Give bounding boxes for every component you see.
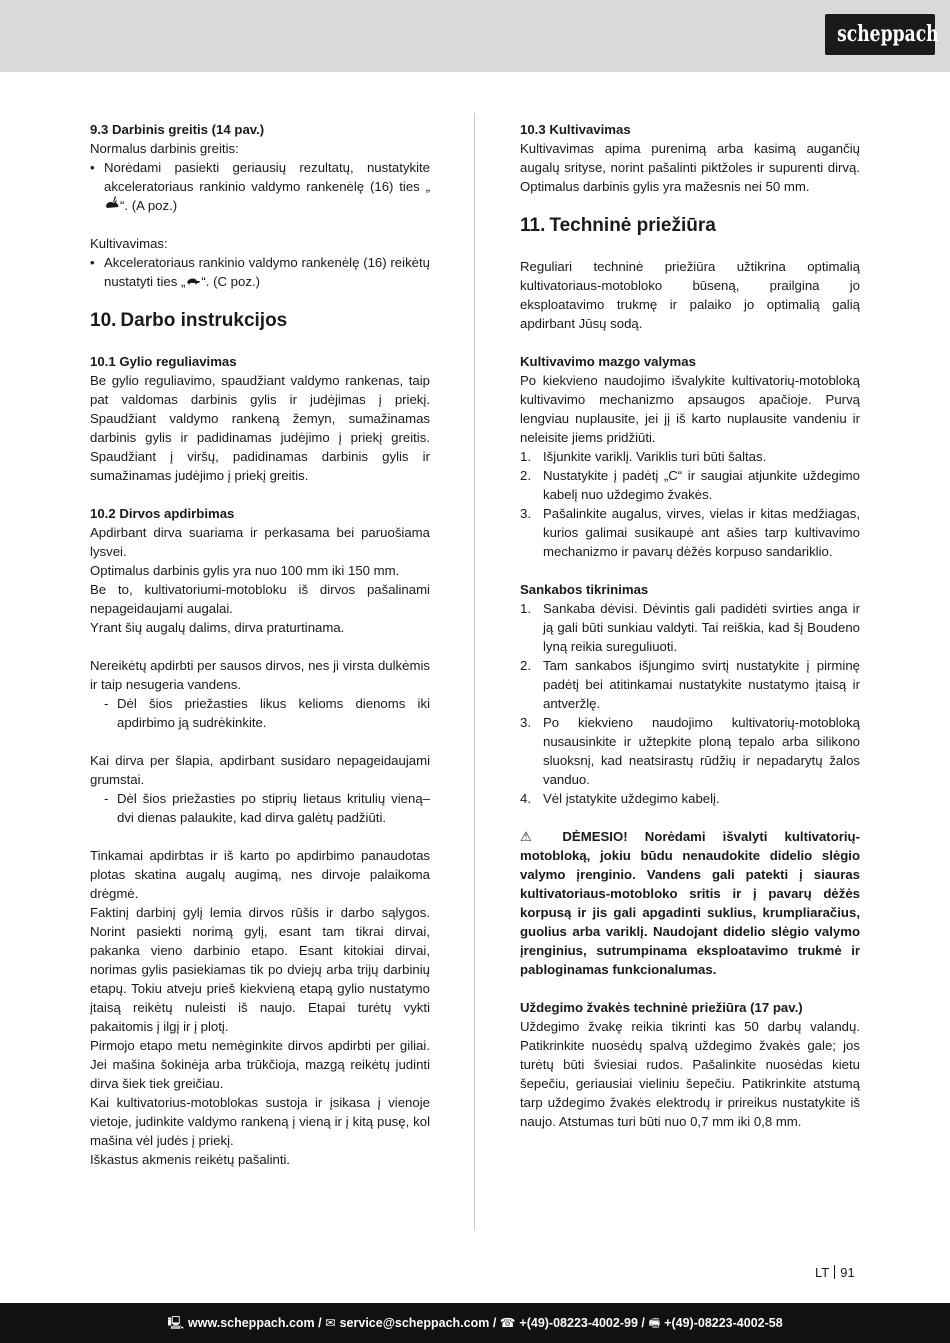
- column-divider: [474, 113, 475, 1230]
- list-item: • Norėdami pasiekti geriausių rezultatų, nustatykite akceleratoriaus rankinio valdymo rankenėlę (16) ties „“. (A poz.): [90, 158, 430, 215]
- computer-icon: 🖳: [167, 1316, 185, 1330]
- section-9-3-intro: Normalus darbinis greitis:: [90, 141, 239, 156]
- paragraph: Faktinį darbinį gylį lemia dirvos rūšis ir darbo sąlygos. Norint pasiekti norimą gylį, esant tam tikrai dirvai, pakanka vieno darbinio etapo. Esant kitokiai dirvai, norimas gylis pasiekiamas tik po dviejų arba trijų darbinių etapų. Tokiu atveju prieš kiekvieną etapą gylio nustatymo įtaisą reikėtų nuleisti iš naujo. Etapai turėtų vykti pakaitomis į ilgį ir į plotį.: [90, 905, 430, 1034]
- section-10-3-title: 10.3 Kultivavimas: [520, 122, 631, 137]
- clutch-check-steps: [520, 599, 860, 808]
- section-9-3-bullets: [90, 158, 430, 215]
- list-item: 1. Išjunkite variklį. Variklis turi būti šaltas.: [520, 449, 767, 464]
- section-11-text: Reguliari techninė priežiūra užtikrina optimalią kultivatoriaus-motobloko būseną, prailgina jo eksploatavimo trukmę ir palaiko jo optimalią galią apdirbant Jūsų sodą.: [520, 259, 860, 331]
- section-9-3-cultivation: Kultivavimas:: [90, 236, 168, 251]
- hare-icon: [104, 196, 120, 215]
- list-item: 2. Tam sankabos išjungimo svirtį nustatykite į pirminę padėtį bei atitinkamai nustatykite nustatymo įtaisą ir antveržlę.: [520, 658, 860, 711]
- left-column: [90, 120, 430, 1169]
- footer-email: service@scheppach.com: [339, 1316, 490, 1330]
- brand-logo: [825, 14, 939, 55]
- list-item: • Akceleratoriaus rankinio valdymo rankenėlę (16) reikėtų nustatyti ties „ “. (C poz.): [90, 253, 430, 291]
- cultivator-cleaning-steps: [520, 447, 860, 561]
- section-11-title: 11. Techninė priežiūra: [520, 215, 716, 236]
- paragraph: Kai dirva per šlapia, apdirbant susidaro nepageidaujami grumstai.: [90, 753, 430, 787]
- right-column: [520, 120, 860, 1131]
- page-number: LT 91: [815, 1265, 855, 1280]
- section-10-2-title: 10.2 Dirvos apdirbimas: [90, 506, 235, 521]
- section-10-1-title: 10.1 Gylio reguliavimas: [90, 354, 237, 369]
- paragraph: Pirmojo etapo metu nemėginkite dirvos apdirbti per giliai. Jei mašina šokinėja arba trūkčioja, mazgą reikėtų judinti dirva šiek tiek greičiau.: [90, 1038, 430, 1091]
- section-10-3-text: Kultivavimas apima purenimą arba kasimą augančių augalų srityse, norint pašalinti piktžoles ir supurenti dirvą. Optimalus darbinis gylis yra mažesnis nei 50 mm.: [520, 141, 860, 194]
- footer-contact: 🖳 www.scheppach.com / ✉ service@scheppach.com / ☎ +(49)-08223-4002-99 / 🖷 +(49)-08223-4002-58: [167, 1316, 783, 1330]
- paragraph: Kai kultivatorius-motoblokas sustoja ir įsikasa į vienoje vietoje, judinkite valdymo rankeną į vieną ir į kitą pusę, kol mašina vėl judės į priekį.: [90, 1095, 430, 1148]
- paragraph: Tinkamai apdirbtas ir iš karto po apdirbimo panaudotas plotas skatina augalų augimą, nes dirvoje palaikoma drėgmė.: [90, 848, 430, 901]
- clutch-check-title: Sankabos tikrinimas: [520, 582, 649, 597]
- section-9-3-bullets-2: [90, 253, 430, 291]
- list-item: 3. Po kiekvieno naudojimo kultivatorių-motobloką nusausinkite ir užtepkite ploną tepalo arba silikono sluoksnį, kad neatsirastų rūdžių ir nepadarytų žalos vanduo.: [520, 715, 860, 787]
- warning-icon: ⚠: [520, 829, 546, 844]
- cultivator-cleaning-text: Po kiekvieno naudojimo išvalykite kultivatorių-motobloką kultivavimo mechanizmo apsaugos apačioje. Purvą lengviau nuplausite, jei jį iš karto nuplausite vandeniu ir neleisite jiems pridžiūti.: [520, 373, 860, 445]
- cultivator-cleaning-title: Kultivavimo mazgo valymas: [520, 354, 696, 369]
- dash-list: [90, 694, 430, 732]
- paragraph: Nereikėtų apdirbti per sausos dirvos, nes ji virsta dulkėmis ir taip nesugeria vandens.: [90, 658, 430, 692]
- fax-icon: 🖷: [648, 1316, 661, 1330]
- paragraph: Be to, kultivatoriumi-motobloku iš dirvos pašalinami nepageidaujami augalai.: [90, 582, 430, 616]
- section-9-3-title: 9.3 Darbinis greitis (14 pav.): [90, 122, 265, 137]
- paragraph: Apdirbant dirva suariama ir perkasama bei paruošiama lysvei.: [90, 525, 430, 559]
- warning-notice: ⚠ DĖMESIO! Norėdami išvalyti kultivatorių-motobloką, jokiu būdu nenaudokite didelio slėgio valymo įrenginio. Vandens gali patekti į siauras kultivatoriaus-motobloko sritis ir į pavarų dėžės korpusą ir jis gali apgadinti suklius, krumpliaračius, guolius arba variklį. Naudojant didelio slėgio valymo įrenginius, sutrumpinama eksploatavimo trukmė ir pabloginamas funkcionalumas.: [520, 829, 860, 977]
- page-footer: [0, 1303, 950, 1343]
- mail-icon: ✉: [325, 1316, 336, 1330]
- turtle-icon: [185, 272, 201, 291]
- list-item: - Dėl šios priežasties po stiprių lietaus kritulių vieną–dvi dienas palaukite, kad dirva galėtų padžiūti.: [90, 789, 430, 827]
- dash-list: [90, 789, 430, 827]
- section-10-1-text: Be gylio reguliavimo, spaudžiant valdymo rankenas, taip pat valdomas darbinis gylis ir judėjimas į priekį. Spaudžiant valdymo rankeną žemyn, sumažinamas darbinis gylis ir padidinamas judėjimo į priekį greitis. Spaudžiant į viršų, padidinamas darbinis gylis ir sumažinamas judėjimo į priekį greitis.: [90, 373, 430, 483]
- paragraph: Optimalus darbinis gylis yra nuo 100 mm iki 150 mm.: [90, 563, 400, 578]
- list-item: 3. Pašalinkite augalus, virves, vielas ir kitas medžiagas, kurios galimai susikaupė ant ašies tarp kultivavimo mechanizmo ir pavarų dėžės korpuso sandariklio.: [520, 506, 860, 559]
- spark-plug-title: Uždegimo žvakės techninė priežiūra (17 pav.): [520, 1000, 803, 1015]
- paragraph: Iškastus akmenis reikėtų pašalinti.: [90, 1152, 291, 1167]
- section-10-title: 10. Darbo instrukcijos: [90, 310, 288, 331]
- footer-phone: +(49)-08223-4002-99: [519, 1316, 638, 1330]
- list-item: 1. Sankaba dėvisi. Dėvintis gali padidėti svirties anga ir ją gali būti sunkiau valdyti. Tai reiškia, kad šį Boudeno lyną reikia sureguliuoti.: [520, 601, 860, 654]
- list-item: 4. Vėl įstatykite uždegimo kabelį.: [520, 791, 720, 806]
- footer-website: www.scheppach.com: [188, 1316, 315, 1330]
- footer-fax: +(49)-08223-4002-58: [664, 1316, 783, 1330]
- phone-icon: ☎: [499, 1316, 516, 1330]
- page-header: [0, 0, 950, 72]
- list-item: 2. Nustatykite į padėtį „C“ ir saugiai atjunkite uždegimo kabelį nuo uždegimo žvakės.: [520, 468, 860, 502]
- brand-logo-text: scheppach: [837, 21, 939, 47]
- list-item: - Dėl šios priežasties likus kelioms dienoms iki apdirbimo ją sudrėkinkite.: [90, 694, 430, 732]
- paragraph: Yrant šių augalų dalims, dirva praturtinama.: [90, 620, 345, 635]
- spark-plug-text: Uždegimo žvakę reikia tikrinti kas 50 darbų valandų. Patikrinkite nuosėdų spalvą uždegimo žvakės gale; jos turėtų būti šviesiai rudos. Pašalinkite nuosėdas kietu šepečiu, geriausiai vieliniu šepečiu. Patikrinkite atstumą tarp uždegimo žvakės elektrodų ir prireikus nustatykite iš naujo. Atstumas turi būti nuo 0,7 mm iki 0,8 mm.: [520, 1019, 860, 1129]
